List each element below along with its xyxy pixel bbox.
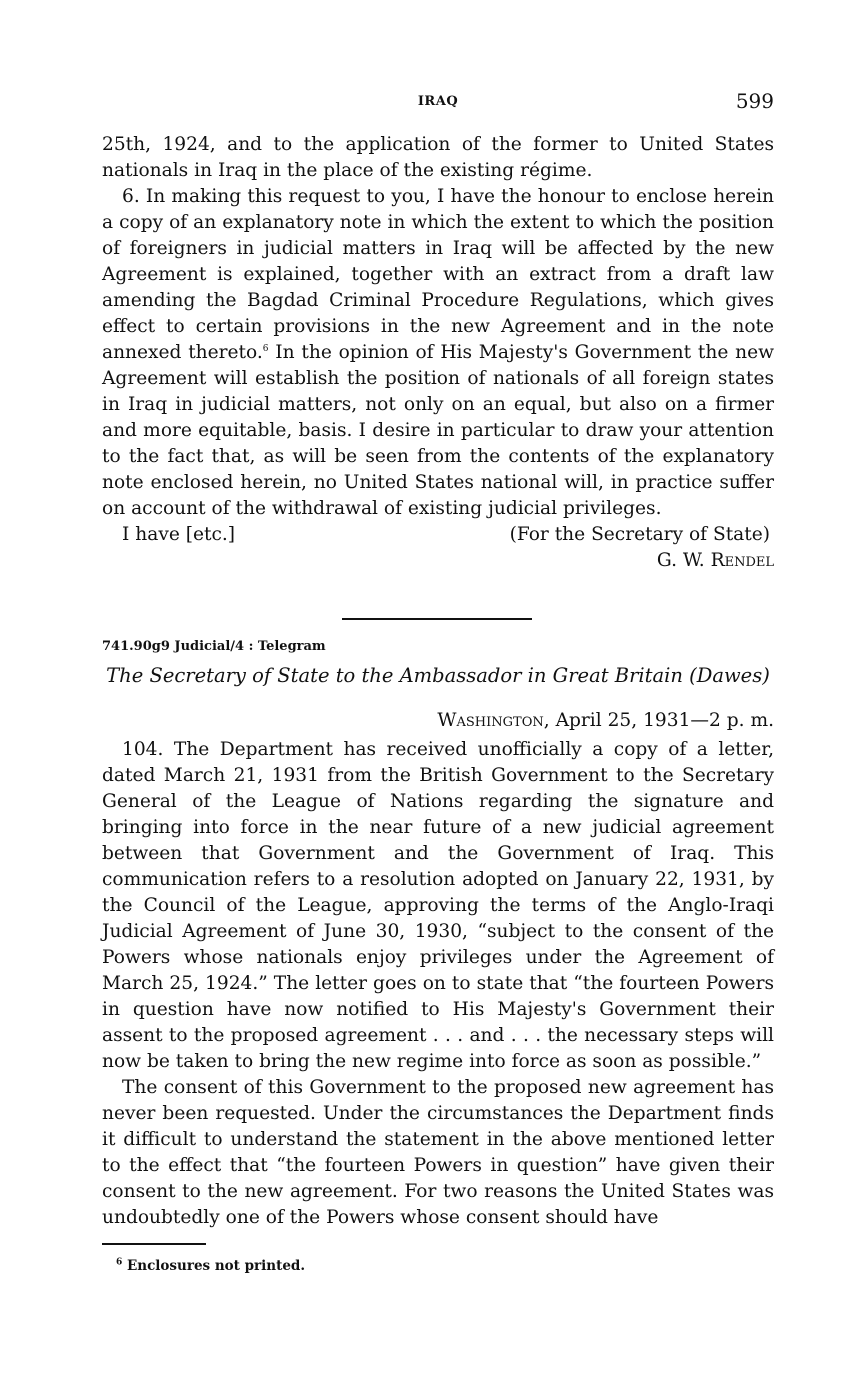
dateline-place: Washington	[437, 710, 544, 731]
paragraph-104: 104. The Department has received unofficially a copy of a letter, dated March 21, 1931 from the British Government to the Secretary General of the League of Nations regarding the signature and bringing into force in the near future of a new judicial agreement between that Government and the Government of Iraq. This communication refers to a resolution adopted on January 22, 1931, by the Council of the League, approving the terms of the Anglo-Iraqi Judicial Agreement of June 30, 1930, “subject to the consent of the Powers whose nationals enjoy privileges under the Agreement of March 25, 1924.” The letter goes on to state that “the fourteen Powers in question have now notified to His Majesty's Government their assent to the proposed agreement . . . and . . . the necessary steps will now be taken to bring the new regime into force as soon as possible.”	[102, 739, 774, 1072]
paragraph-6-part2: In the opinion of His Majesty's Government the new Agreement will establish the position of nationals of all foreign states in Iraq in judicial matters, not only on an equal, but also on a firmer and more equitable, basis. I desire in particular to draw your attention to the fact that, as will be seen from the contents of the explanatory note enclosed herein, no United States national will, in practice suffer on account of the withdrawal of existing judicial privileges.	[102, 342, 775, 519]
enclosure-letter	[102, 132, 774, 574]
dateline-date: , April 25, 1931—2 p. m.	[543, 710, 774, 731]
section-divider	[342, 618, 532, 620]
running-head: IRAQ	[417, 94, 459, 109]
signer-name: G. W. Rendel	[656, 550, 774, 571]
page-number: 599	[735, 89, 774, 113]
signature-capacity: (For the Secretary of State)	[509, 524, 770, 545]
closing-row	[102, 522, 774, 548]
footnote-marker: 6	[116, 1257, 123, 1268]
footnote-text: Enclosures not printed.	[126, 1258, 306, 1274]
file-reference: 741.90g9 Judicial/4 : Telegram	[102, 639, 326, 654]
closing-formula: I have [etc.]	[122, 524, 236, 545]
page-header	[102, 89, 774, 115]
telegram-body	[102, 737, 774, 1231]
paragraph-consent: The consent of this Government to the proposed new agreement has never been requested. Under the circumstances the Department finds it difficult to understand the statement in the above mentioned letter to the effect that “the fourteen Powers in question” have given their consent to the new agreement. For two reasons the United States was undoubtedly one of the Powers whose consent should have	[102, 1077, 774, 1228]
footnote-reference: 6	[262, 343, 269, 354]
paragraph-6	[102, 184, 774, 522]
dateline	[437, 708, 774, 734]
footnote-rule	[102, 1243, 206, 1245]
footnote	[116, 1258, 305, 1274]
paragraph-6-part1: 6. In making this request to you, I have the honour to enclose herein a copy of an explanatory note in which the extent to which the position of foreigners in judicial matters in Iraq will be affected by the new Agreement is explained, together with an extract from a draft law amending the Bagdad Criminal Procedure Regulations, which gives effect to certain provisions in the new Agreement and in the note annexed thereto.	[102, 186, 774, 363]
paragraph-continuation: 25th, 1924, and to the application of the former to United States nationals in Iraq in the place of the existing régime.	[102, 134, 774, 181]
document-title: The Secretary of State to the Ambassador in Great Britain (Dawes)	[106, 664, 770, 687]
